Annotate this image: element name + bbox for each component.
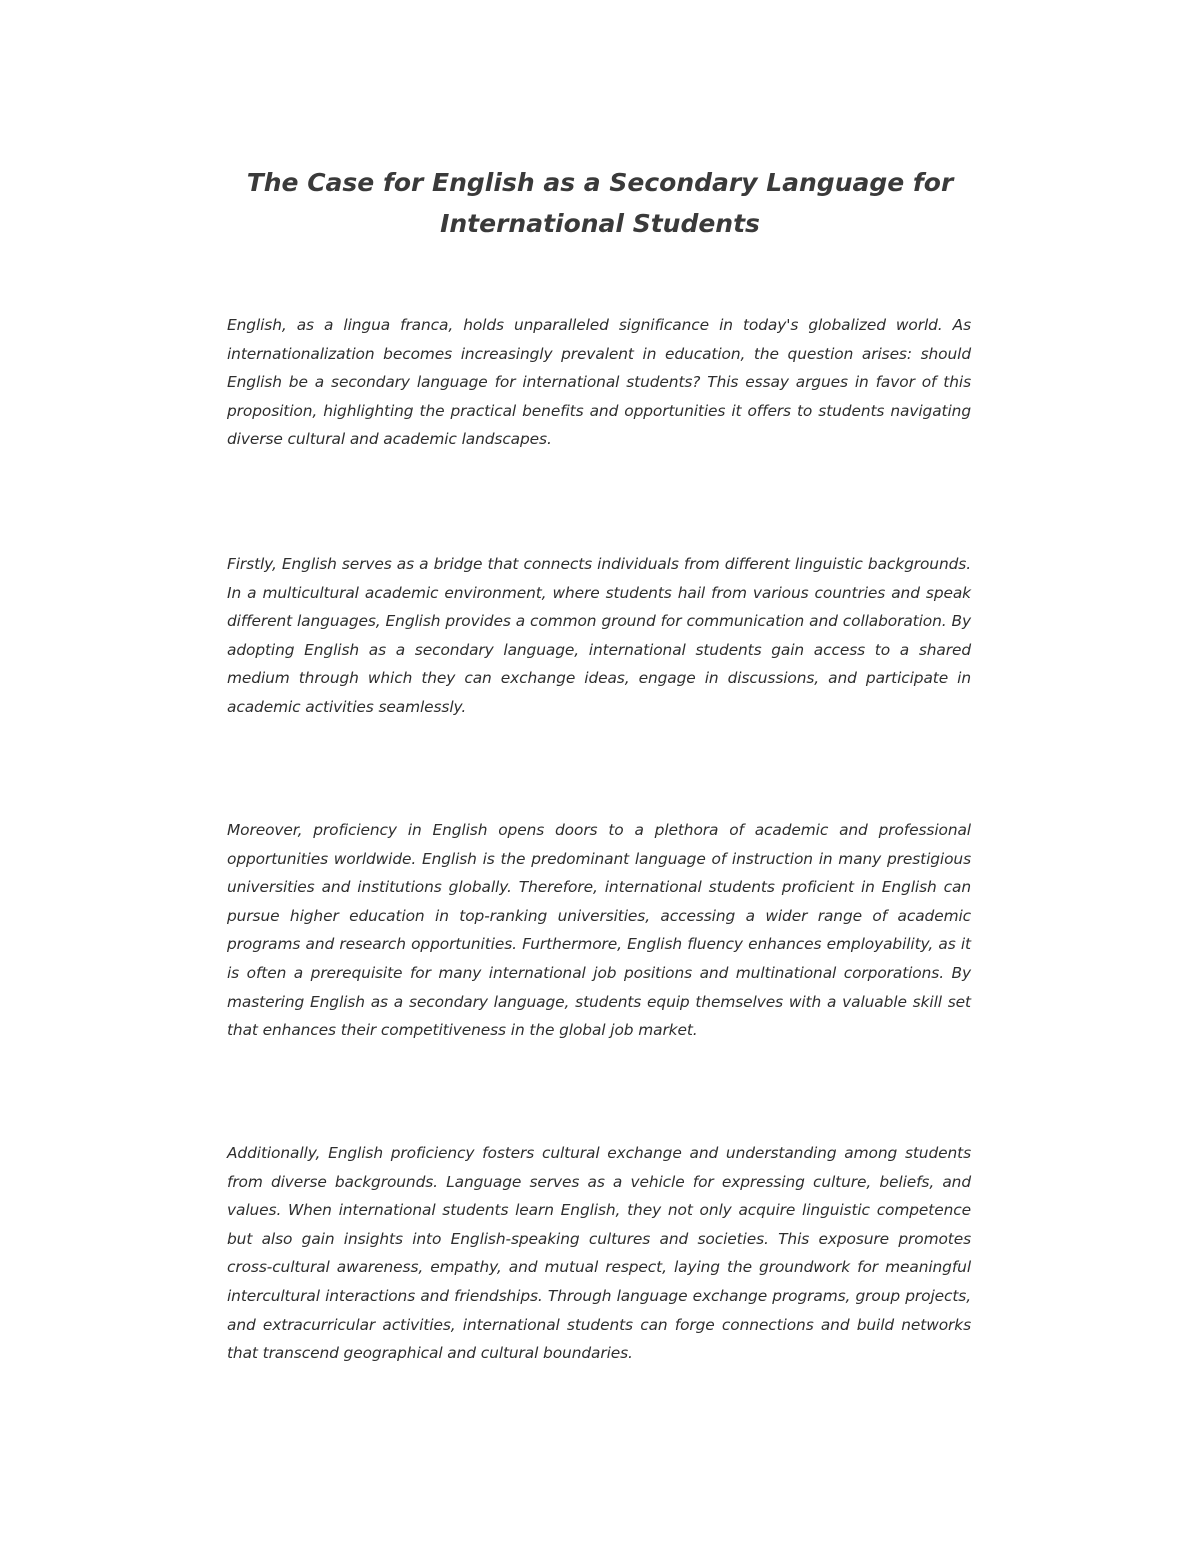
- paragraph-cultural-exchange: Additionally, English proficiency fosters cultural exchange and understanding among students from diverse backgrounds. Language serves as a vehicle for expressing culture, beliefs, and values. When international students learn English, they not only acquire linguistic competence but also gain insights into English-speaking cultures and societies. This exposure promotes cross-cultural awareness, empathy, and mutual respect, laying the groundwork for meaningful intercultural interactions and friendships. Through language exchange programs, group projects, and extracurricular activities, international students can forge connections and build networks that transcend geographical and cultural boundaries.: [227, 1144, 971, 1363]
- paragraph-opportunities: Moreover, proficiency in English opens doors to a plethora of academic and professional opportunities worldwide. English is the predominant language of instruction in many prestigious universities and institutions globally. Therefore, international students proficient in English can pursue higher education in top-ranking universities, accessing a wider range of academic programs and research opportunities. Furthermore, English fluency enhances employability, as it is often a prerequisite for many international job positions and multinational corporations. By mastering English as a secondary language, students equip themselves with a valuable skill set that enhances their competitiveness in the global job market.: [227, 821, 971, 1040]
- document-title: The Case for English as a Secondary Language for International Students: [246, 168, 954, 238]
- paragraph-introduction: English, as a lingua franca, holds unparalleled significance in today's globalized world. As internationalization becomes increasingly prevalent in education, the question arises: should English be a secondary language for international students? This essay argues in favor of this proposition, highlighting the practical benefits and opportunities it offers to students navigating diverse cultural and academic landscapes.: [227, 316, 971, 449]
- paragraph-bridge: Firstly, English serves as a bridge that connects individuals from different linguistic backgrounds. In a multicultural academic environment, where students hail from various countries and speak different languages, English provides a common ground for communication and collaboration. By adopting English as a secondary language, international students gain access to a shared medium through which they can exchange ideas, engage in discussions, and participate in academic activities seamlessly.: [227, 555, 971, 716]
